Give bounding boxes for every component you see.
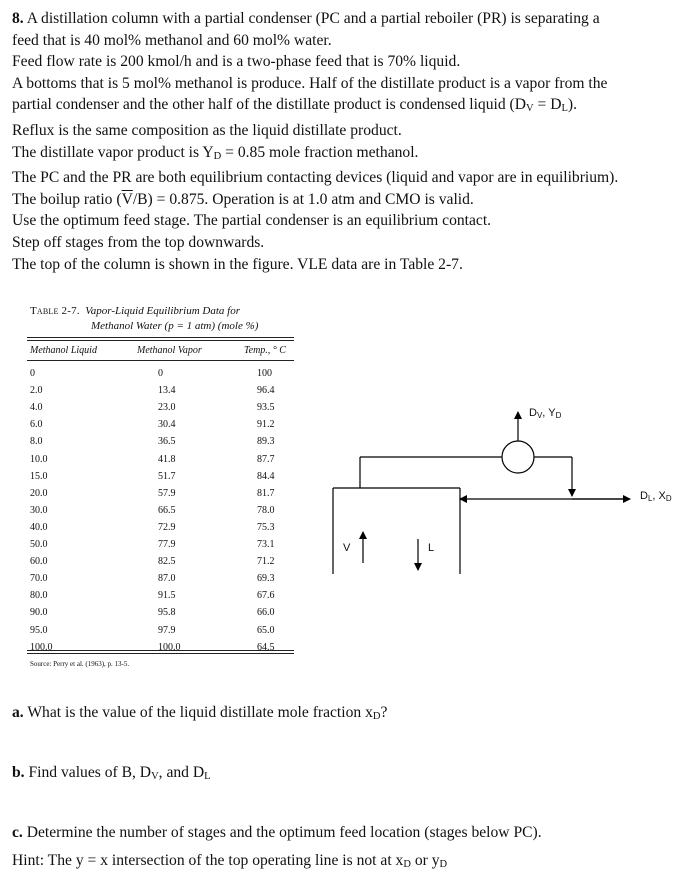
cell-temp: 78.0 xyxy=(257,504,275,516)
cell-vapor: 30.4 xyxy=(158,419,176,431)
cell-temp: 66.0 xyxy=(257,607,275,619)
cell-temp: 71.2 xyxy=(257,556,275,568)
table-rule-top-2 xyxy=(27,340,294,341)
cell-vapor: 77.9 xyxy=(158,539,176,550)
cell-liquid: 4.0 xyxy=(30,402,43,414)
problem-line-5: partial condenser and the other half of the distillate product is condensed liquid $(D_V = D_L)$. xyxy=(12,96,577,115)
cell-vapor: 57.9 xyxy=(158,487,176,499)
label-vapor-stream: V xyxy=(343,542,351,554)
problem-line-10: Use the optimum feed stage. The partial condenser is an equilibrium contact. xyxy=(12,212,492,230)
question-b: b. Find values of B, $D_V$, and $D_L$ xyxy=(12,764,211,782)
cell-liquid: 20.0 xyxy=(30,487,48,499)
problem-line-8: The PC and the PR are both equilibrium contacting devices (liquid and vapor are in equilibrium). xyxy=(12,169,619,187)
question-a: a. What is the value of the liquid distillate mole fraction $x_D$? xyxy=(12,704,388,722)
table-header-temp: Temp., ° C xyxy=(244,345,286,356)
cell-liquid: 2.0 xyxy=(30,385,43,397)
problem-line-6: Reflux is the same composition as the liquid distillate product. xyxy=(12,121,402,139)
cell-liquid: 6.0 xyxy=(30,419,43,431)
table-label: Table 2-7. xyxy=(30,305,80,317)
table-title-1: Vapor-Liquid Equilibrium Data for xyxy=(85,305,240,317)
cell-liquid: 90.0 xyxy=(30,607,48,619)
cell-vapor: 91.5 xyxy=(158,590,176,602)
cell-temp: 64.5 xyxy=(257,641,275,653)
cell-liquid: 95.0 xyxy=(30,624,48,636)
label-vapor-distillate: $D_V$, $Y_D$ xyxy=(529,407,562,420)
cell-vapor: 36.5 xyxy=(158,436,176,448)
vapor-line xyxy=(360,457,502,488)
cell-temp: 75.3 xyxy=(257,521,275,533)
problem-text: A distillation column with a partial condenser (PC and a partial reboiler (PR) is separating a xyxy=(26,10,600,27)
problem-number: 8. xyxy=(12,10,24,27)
table-header-vapor: Methanol Vapor xyxy=(137,345,202,356)
cell-liquid: 100.0 xyxy=(30,641,53,653)
problem-line-7: The distillate vapor product is $Y_D = 0.85$ mole fraction methanol. xyxy=(12,143,419,162)
cell-temp: 93.5 xyxy=(257,402,275,414)
label-liquid-distillate: $D_L$, $X_D$ xyxy=(640,490,672,503)
label-liquid-stream: L xyxy=(428,542,435,554)
table-header-liquid: Methanol Liquid xyxy=(30,345,97,356)
cell-vapor: 87.0 xyxy=(158,573,176,585)
cell-temp: 81.7 xyxy=(257,487,275,499)
problem-line-4: A bottoms that is 5 mol% methanol is produce. Half of the distillate product is a vapor from the xyxy=(12,74,608,92)
cell-liquid: 15.0 xyxy=(30,470,48,482)
cell-temp: 87.7 xyxy=(257,453,275,465)
cell-liquid: 70.0 xyxy=(30,573,48,585)
table-title-2: Methanol Water (p = 1 atm) (mole %) xyxy=(91,320,259,332)
cell-vapor: 0 xyxy=(158,368,163,379)
table-source: Source: Perry et al. (1963), p. 13-5. xyxy=(30,660,130,668)
cell-vapor: 13.4 xyxy=(158,385,176,397)
cell-liquid: 30.0 xyxy=(30,504,48,516)
partial-condenser xyxy=(502,441,534,473)
table-rule-top xyxy=(27,337,294,338)
cell-temp: 84.4 xyxy=(257,470,275,482)
table-caption xyxy=(30,304,258,334)
column-shell xyxy=(333,488,460,574)
cell-temp: 91.2 xyxy=(257,419,275,431)
problem-line-2: feed that is 40 mol% methanol and 60 mol% water. xyxy=(12,31,332,49)
problem-statement xyxy=(12,8,680,275)
cell-liquid: 40.0 xyxy=(30,521,48,533)
cell-liquid: 50.0 xyxy=(30,539,48,550)
cell-vapor: 72.9 xyxy=(158,521,176,533)
cell-liquid: 8.0 xyxy=(30,436,43,448)
cell-temp: 65.0 xyxy=(257,624,275,636)
cell-vapor: 97.9 xyxy=(158,624,176,636)
cell-temp: 67.6 xyxy=(257,590,275,602)
problem-line-11: Step off stages from the top downwards. xyxy=(12,233,265,251)
problem-line-1 xyxy=(12,8,680,30)
cell-liquid: 10.0 xyxy=(30,453,48,465)
cell-liquid: 0 xyxy=(30,368,35,379)
problem-line-3: Feed flow rate is 200 kmol/h and is a two-phase feed that is 70% liquid. xyxy=(12,53,461,71)
problem-line-12: The top of the column is shown in the figure. VLE data are in Table 2-7. xyxy=(12,255,463,273)
cell-vapor: 95.8 xyxy=(158,607,176,619)
cell-vapor: 23.0 xyxy=(158,402,176,414)
question-c: c. Determine the number of stages and the optimum feed location (stages below PC). xyxy=(12,824,542,841)
hint: Hint: The y = x intersection of the top operating line is not at $x_D$ or $y_D$ xyxy=(12,852,448,870)
cell-temp: 73.1 xyxy=(257,539,275,550)
cell-vapor: 41.8 xyxy=(158,453,176,465)
table-rule-bottom xyxy=(27,650,294,651)
cell-temp: 69.3 xyxy=(257,573,275,585)
table-rule-bottom-2 xyxy=(27,653,294,654)
cell-liquid: 80.0 xyxy=(30,590,48,602)
cell-vapor: 66.5 xyxy=(158,504,176,516)
cell-liquid: 60.0 xyxy=(30,556,48,568)
cell-temp: 89.3 xyxy=(257,436,275,448)
problem-line-9: The boilup ratio $(\overline{V}/B) = 0.875$. Operation is at 1.0 atm and CMO is valid. xyxy=(12,190,474,208)
table-rule-header xyxy=(27,360,294,361)
cell-temp: 100 xyxy=(257,368,272,379)
cell-vapor: 51.7 xyxy=(158,470,176,482)
cell-vapor: 100.0 xyxy=(158,641,181,653)
cell-temp: 96.4 xyxy=(257,385,275,397)
cell-vapor: 82.5 xyxy=(158,556,176,568)
